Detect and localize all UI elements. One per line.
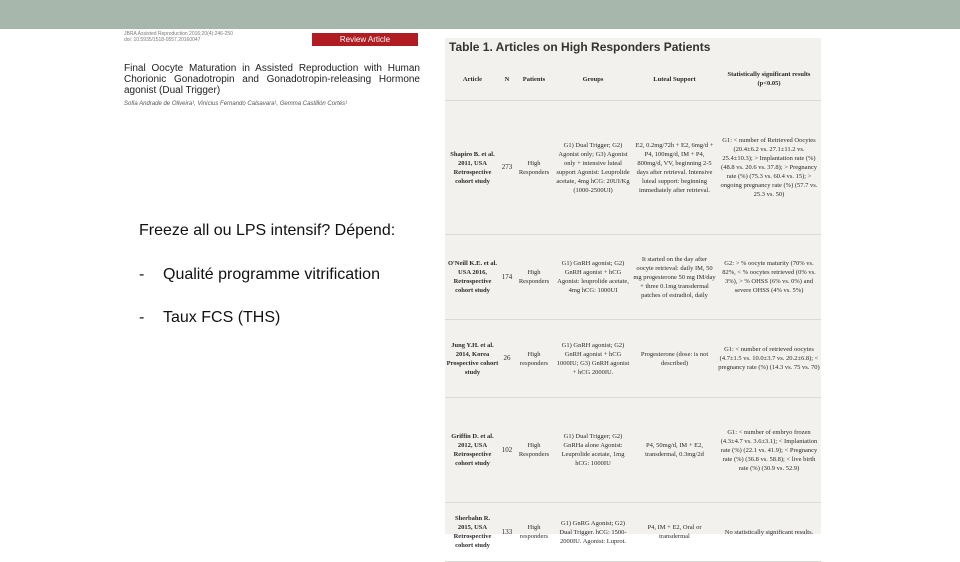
cell-results: No statistically significant results. [717,503,821,562]
article-name: Shapiro B. et al. [450,150,495,158]
header-n: N [500,58,514,101]
cell-groups: G1) GnRH agonist; G2) GnRH agonist + hCG 1000IU; G3) GnRH agonist + hCG 2000IU. [554,320,632,398]
cell-luteal: P4, 50mg/d, IM + E2, transdermal, 0.3mg/2d [632,398,717,503]
review-article-badge: Review Article [312,33,418,46]
cell-article [445,235,500,320]
cell-luteal: Progesterone (dose: is not described) [632,320,717,398]
cell-patients: High Responders [514,101,554,235]
table-row [445,503,821,562]
cell-results: G1: < number of retrieved oocytes (4.7±1.5 vs. 10.0±3.7 vs. 20.2±6.8); < pregnancy rate (%) (14.3 vs. 75 vs. 70) [717,320,821,398]
cell-n: 174 [500,235,514,320]
header-patients: Patients [514,58,554,101]
cell-n: 102 [500,398,514,503]
header-luteal-support: Luteal Support [632,58,717,101]
cell-groups: G1) Dual Trigger; G2) Agonist only; G3) Agonist only + intensive luteal support Agonist: Leuprolide acetate, 4mg hCG: 20UI/Kg (1000-2500UI) [554,101,632,235]
article-design: Prospective cohort study [446,359,499,376]
cell-patients: High Responders [514,398,554,503]
cell-patients: High Responders [514,235,554,320]
paper-authors: Sofia Andrade de Oliveira¹, Vinícius Fernando Calsavara¹, Gemma Castillón Cortés¹ [124,101,348,107]
header-groups: Groups [554,58,632,101]
bullet-item [139,266,380,284]
article-design: Retrospective cohort study [453,533,492,549]
bullet-dash: - [139,309,145,326]
cell-groups: G1) Dual Trigger; G2) GnRHa alone Agonist: Leuprolide acetate, 1mg hCG: 1000IU [554,398,632,503]
table-header-row [445,58,821,101]
table-panel [445,38,821,549]
cell-patients: High responders [514,320,554,398]
bullet-dash: - [139,266,145,283]
journal-reference: JBRA Assisted Reproduction 2016;20(4):246-250 doi: 10.5935/1518-0557.20160047 [124,31,233,43]
bullet-item [139,309,280,327]
articles-table [445,58,821,562]
article-ref: 2015, USA [457,524,488,531]
article-ref: USA 2016, [458,269,487,276]
cell-luteal: E2, 0.2mg/72h + E2, 6mg/d + P4, 100mg/d, IM + P4, 800mg/d, VV, beginning 2-5 days after retrieval. Intensive luteal support: beginning immediately after retrieval. [632,101,717,235]
cell-article [445,320,500,398]
top-band [0,0,960,29]
article-name: Sherbahn R. [454,515,491,522]
article-design: Retrospective cohort study [453,168,492,185]
cell-article [445,398,500,503]
cell-n: 133 [500,503,514,562]
table-row [445,398,821,503]
cell-results: G1: < number of Retrieved Oocytes (20.4±6.2 vs. 27.1±11.2 vs. 25.4±10.3); > Implantation rate (%) (48.8 vs. 20.6 vs. 37.8); > Pregnancy rate (%) (75.3 vs. 60.4 vs. 15); > ongoing pregnancy rate (%) (57.7 vs. 25.3 vs. 50) [717,101,821,235]
cell-n: 273 [500,101,514,235]
table-row [445,101,821,235]
article-design: Retrospective cohort study [453,278,492,294]
cell-patients: High responders [514,503,554,562]
cell-groups: G1) GnRH agonist; G2) GnRH agonist + hCG Agonist: leuprolide acetate, 4mg hCG: 1000UI [554,235,632,320]
cell-luteal: It started on the day after oocyte retrieval: daily IM, 50 mg progesterone 50 mg IM/day + three 0.1mg transdermal patches of estradiol, daily [632,235,717,320]
cell-n: 26 [500,320,514,398]
article-ref: 2011, USA [458,159,487,167]
bullet-text: Qualité programme vitrification [163,266,380,283]
bullet-text: Taux FCS (THS) [163,309,281,326]
article-ref: 2014, Korea [455,350,490,358]
cell-groups: G1) GnRG Agonist; G2) Dual Trigger. hCG: 1500-2000IU. Agonist: Luprot. [554,503,632,562]
article-design: Retrospective cohort study [453,451,492,467]
header-results: Statistically significant results (p<0.05) [717,58,821,101]
table-caption: Table 1. Articles on High Responders Patients [449,40,711,54]
article-ref: 2012, USA [457,442,488,449]
cell-results: G1: < number of embryo frozen (4.3±4.7 vs. 3.6±3.1); < Implantation rate (%) (22.1 vs. 41.9); < Pregnancy rate (%) (36.8 vs. 58.8); < live birth rate (%) (30.9 vs. 52.9) [717,398,821,503]
table-row [445,320,821,398]
paper-title: Final Oocyte Maturation in Assisted Reproduction with Human Chorionic Gonadotropin and Gonadotropin-releasing Hormone agonist (Dual Trigger) [124,63,420,96]
cell-results: G2: > % oocyte maturity (70% vs. 82%, < % oocytes retrieved (0% vs. 3%), > % OHSS (6% vs. 0%) and severe OHSS (4% vs. 5%) [717,235,821,320]
article-name: Griffin D. et al. [451,433,494,440]
cell-article [445,101,500,235]
article-name: O'Neill K.E. et al. [447,260,498,267]
paper-header [124,31,420,107]
cell-luteal: P4, IM + E2, Oral or transdermal [632,503,717,562]
article-name: Jung Y.H. et al. [451,341,494,349]
header-article: Article [445,58,500,101]
table-row [445,235,821,320]
slide-question: Freeze all ou LPS intensif? Dépend: [139,222,396,239]
cell-article [445,503,500,562]
